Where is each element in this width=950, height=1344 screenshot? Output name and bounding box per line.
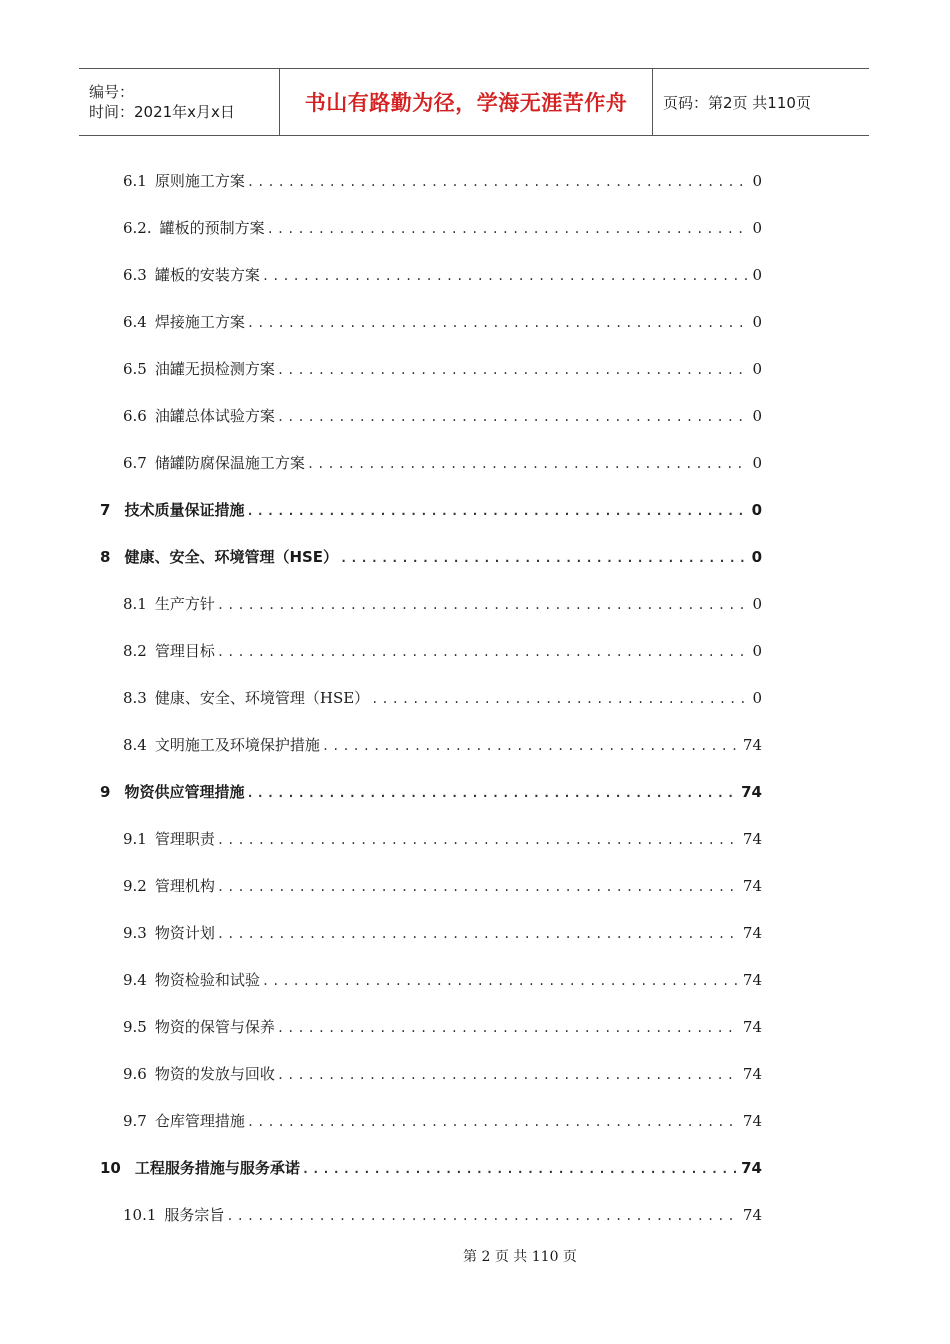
toc-entry-number: 7 bbox=[100, 501, 111, 519]
toc-entry-number: 6.5 bbox=[123, 360, 147, 378]
toc-entry[interactable] bbox=[100, 393, 762, 440]
time-label: 时间：2021年x月x日 bbox=[89, 103, 235, 121]
toc-entry-page: 74 bbox=[742, 830, 762, 848]
toc-entry-page: 74 bbox=[742, 971, 762, 989]
toc-dot-leader bbox=[217, 582, 749, 628]
toc-entry[interactable] bbox=[100, 910, 762, 957]
toc-entry-page: 0 bbox=[752, 360, 762, 378]
toc-entry-number: 6.6 bbox=[123, 407, 147, 425]
toc-entry-number: 9 bbox=[100, 783, 111, 801]
toc-dot-leader bbox=[302, 1146, 737, 1192]
toc-entry-title: 健康、安全、环境管理（HSE） bbox=[124, 548, 339, 566]
toc-entry[interactable] bbox=[100, 252, 762, 299]
toc-dot-leader bbox=[226, 1193, 738, 1239]
toc-entry-number: 9.1 bbox=[123, 830, 147, 848]
toc-entry-number: 10.1 bbox=[123, 1206, 157, 1224]
toc-entry-title: 原则施工方案 bbox=[154, 172, 245, 190]
toc-dot-leader bbox=[277, 394, 749, 440]
toc-entry-number: 6.1 bbox=[123, 172, 147, 190]
toc-entry-title: 罐板的预制方案 bbox=[159, 219, 265, 237]
toc-dot-leader bbox=[217, 911, 739, 957]
toc-entry-page: 74 bbox=[742, 1206, 762, 1224]
toc-entry-number: 8 bbox=[100, 548, 111, 566]
toc-entry[interactable] bbox=[100, 581, 762, 628]
toc-dot-leader bbox=[267, 206, 749, 252]
toc-entry[interactable] bbox=[100, 863, 762, 910]
toc-dot-leader bbox=[307, 441, 749, 487]
toc-entry-title: 物资检验和试验 bbox=[154, 971, 260, 989]
toc-dot-leader bbox=[247, 300, 749, 346]
toc-entry[interactable] bbox=[100, 440, 762, 487]
toc-entry-title: 储罐防腐保温施工方案 bbox=[154, 454, 305, 472]
toc-entry-title: 管理机构 bbox=[154, 877, 215, 895]
toc-entry-number: 9.6 bbox=[123, 1065, 147, 1083]
toc-dot-leader bbox=[247, 1099, 739, 1145]
toc-entry-number: 6.2. bbox=[123, 219, 152, 237]
toc-entry-title: 工程服务措施与服务承诺 bbox=[134, 1159, 300, 1177]
toc-entry-number: 6.7 bbox=[123, 454, 147, 472]
toc-entry[interactable] bbox=[100, 675, 762, 722]
toc-entry-number: 8.3 bbox=[123, 689, 147, 707]
toc-entry-title: 健康、安全、环境管理（HSE） bbox=[154, 689, 370, 707]
toc-entry-number: 6.4 bbox=[123, 313, 147, 331]
toc-entry[interactable] bbox=[100, 957, 762, 1004]
toc-entry-page: 0 bbox=[752, 595, 762, 613]
header-motto bbox=[280, 69, 653, 135]
toc-dot-leader bbox=[217, 864, 739, 910]
toc-entry[interactable] bbox=[100, 1192, 762, 1239]
toc-entry-page: 0 bbox=[752, 219, 762, 237]
toc-entry-title: 仓库管理措施 bbox=[154, 1112, 245, 1130]
toc-entry[interactable] bbox=[100, 769, 762, 816]
toc-entry-title: 文明施工及环境保护措施 bbox=[154, 736, 320, 754]
toc-entry[interactable] bbox=[100, 722, 762, 769]
toc-dot-leader bbox=[217, 817, 739, 863]
toc-entry-page: 0 bbox=[752, 689, 762, 707]
toc-entry-page: 74 bbox=[742, 1065, 762, 1083]
toc-entry-number: 10 bbox=[100, 1159, 121, 1177]
toc-entry-title: 物资的保管与保养 bbox=[154, 1018, 275, 1036]
header-page-info bbox=[653, 69, 869, 135]
toc-entry-page: 0 bbox=[752, 313, 762, 331]
toc-entry-page: 0 bbox=[751, 501, 762, 519]
toc-entry-page: 74 bbox=[741, 783, 762, 801]
toc-entry[interactable] bbox=[100, 487, 762, 534]
toc-entry-title: 技术质量保证措施 bbox=[124, 501, 245, 519]
toc-entry-page: 74 bbox=[742, 736, 762, 754]
toc-entry-title: 罐板的安装方案 bbox=[154, 266, 260, 284]
page-info-text: 页码：第2页 共110页 bbox=[663, 93, 811, 112]
toc-dot-leader bbox=[246, 770, 737, 816]
toc-entry-title: 管理目标 bbox=[154, 642, 215, 660]
toc-entry-page: 74 bbox=[742, 877, 762, 895]
toc-entry-page: 0 bbox=[751, 548, 762, 566]
toc-dot-leader bbox=[277, 1005, 739, 1051]
toc-entry-page: 74 bbox=[742, 1018, 762, 1036]
header-meta bbox=[79, 69, 280, 135]
toc-dot-leader bbox=[322, 723, 739, 769]
toc-entry-number: 9.4 bbox=[123, 971, 147, 989]
toc-entry-number: 9.5 bbox=[123, 1018, 147, 1036]
toc-dot-leader bbox=[277, 347, 749, 393]
toc-entry-number: 9.3 bbox=[123, 924, 147, 942]
toc-entry-title: 油罐总体试验方案 bbox=[154, 407, 275, 425]
page-footer: 第 2 页 共 110 页 bbox=[463, 1249, 577, 1265]
table-of-contents bbox=[100, 158, 762, 1239]
toc-entry-page: 0 bbox=[752, 407, 762, 425]
toc-entry-title: 管理职责 bbox=[154, 830, 215, 848]
toc-entry[interactable] bbox=[100, 158, 762, 205]
toc-entry-page: 74 bbox=[742, 1112, 762, 1130]
toc-entry[interactable] bbox=[100, 628, 762, 675]
toc-entry-number: 8.1 bbox=[123, 595, 147, 613]
toc-entry[interactable] bbox=[100, 816, 762, 863]
toc-entry-page: 0 bbox=[752, 454, 762, 472]
toc-dot-leader bbox=[246, 488, 747, 534]
toc-dot-leader bbox=[262, 253, 749, 299]
toc-entry-page: 0 bbox=[752, 266, 762, 284]
page-header bbox=[79, 68, 869, 136]
toc-entry-page: 0 bbox=[752, 172, 762, 190]
toc-entry-page: 74 bbox=[741, 1159, 762, 1177]
toc-entry[interactable] bbox=[100, 1051, 762, 1098]
toc-entry-number: 8.2 bbox=[123, 642, 147, 660]
toc-entry[interactable] bbox=[100, 205, 762, 252]
toc-entry-number: 8.4 bbox=[123, 736, 147, 754]
toc-entry-number: 6.3 bbox=[123, 266, 147, 284]
motto-text: 书山有路勤为径，学海无涯苦作舟 bbox=[304, 91, 628, 115]
toc-dot-leader bbox=[217, 629, 749, 675]
toc-entry-title: 油罐无损检测方案 bbox=[154, 360, 275, 378]
toc-entry-page: 0 bbox=[752, 642, 762, 660]
toc-entry[interactable] bbox=[100, 1145, 762, 1192]
toc-entry-number: 9.7 bbox=[123, 1112, 147, 1130]
toc-entry-title: 生产方针 bbox=[154, 595, 215, 613]
toc-dot-leader bbox=[371, 676, 748, 722]
toc-entry-number: 9.2 bbox=[123, 877, 147, 895]
toc-entry[interactable] bbox=[100, 534, 762, 581]
toc-entry-title: 物资计划 bbox=[154, 924, 215, 942]
toc-entry[interactable] bbox=[100, 1098, 762, 1145]
toc-dot-leader bbox=[262, 958, 739, 1004]
toc-dot-leader bbox=[340, 535, 748, 581]
toc-entry[interactable] bbox=[100, 346, 762, 393]
toc-entry[interactable] bbox=[100, 1004, 762, 1051]
toc-entry-title: 焊接施工方案 bbox=[154, 313, 245, 331]
toc-entry[interactable] bbox=[100, 299, 762, 346]
toc-entry-page: 74 bbox=[742, 924, 762, 942]
serial-label: 编号： bbox=[89, 83, 135, 101]
toc-dot-leader bbox=[247, 159, 749, 205]
toc-entry-title: 服务宗旨 bbox=[164, 1206, 225, 1224]
toc-entry-title: 物资的发放与回收 bbox=[154, 1065, 275, 1083]
toc-dot-leader bbox=[277, 1052, 739, 1098]
toc-entry-title: 物资供应管理措施 bbox=[124, 783, 245, 801]
